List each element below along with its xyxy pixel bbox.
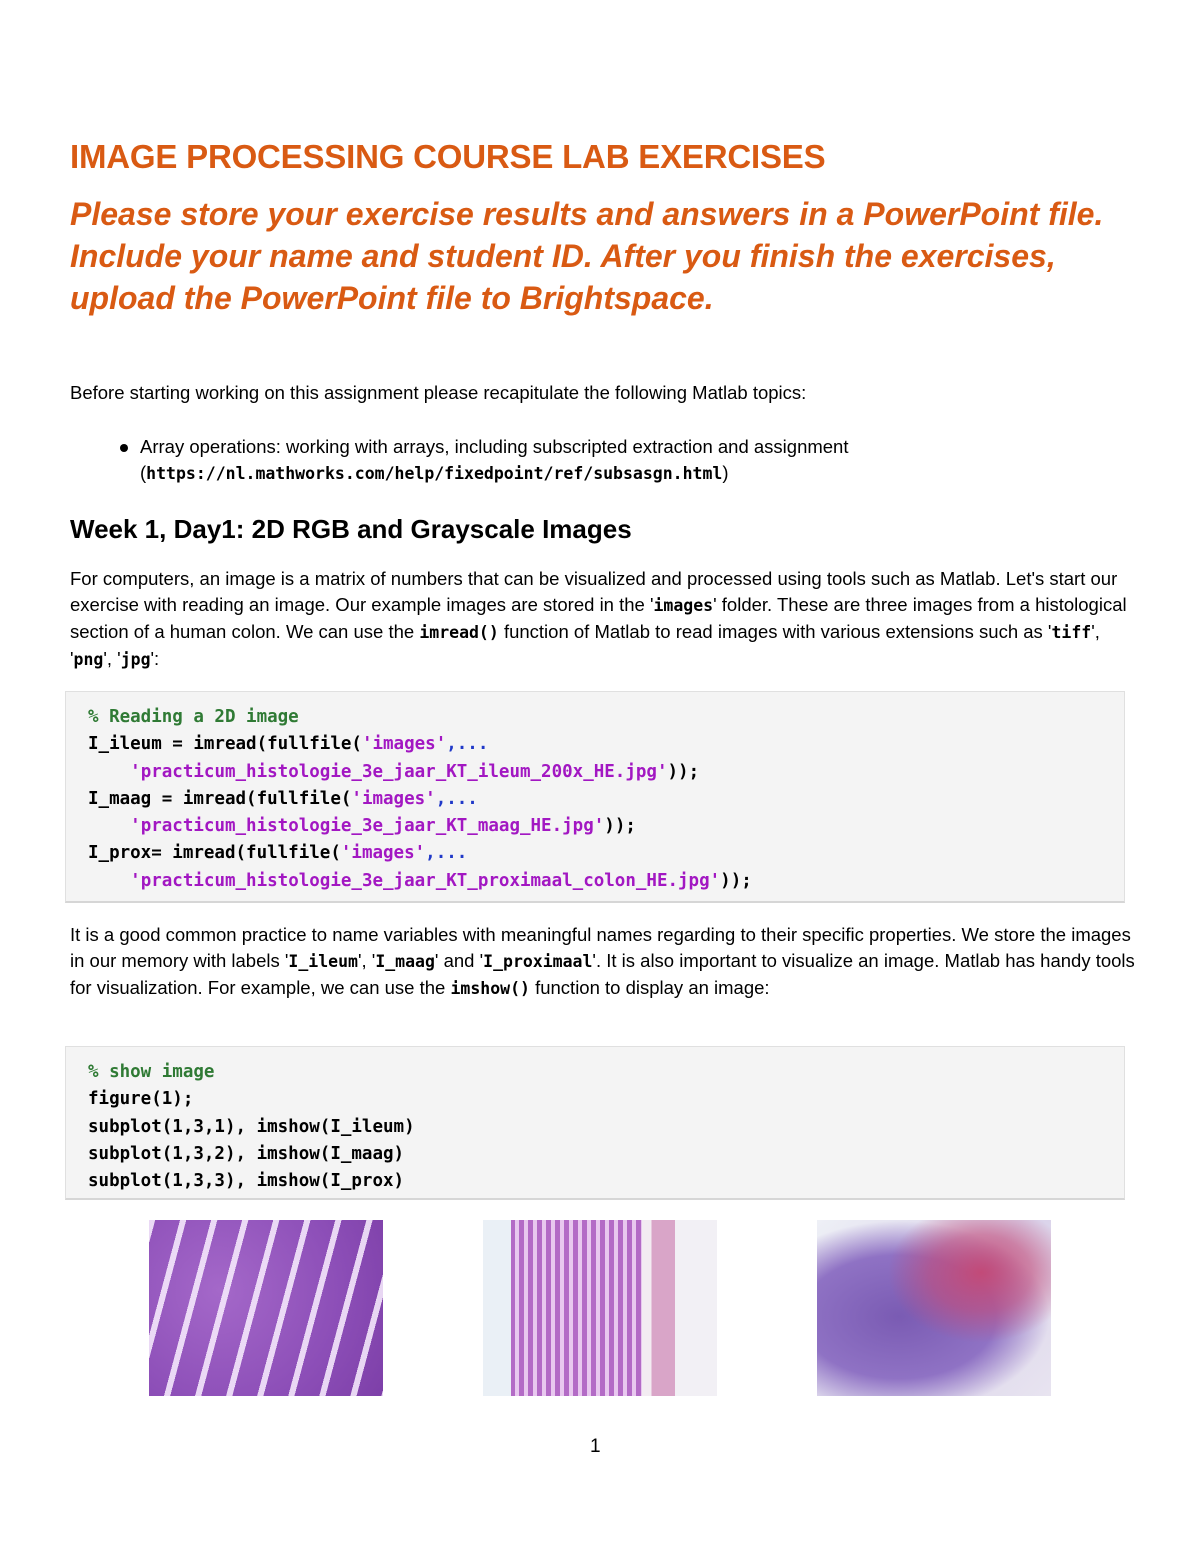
maag-histology-image	[483, 1220, 717, 1396]
code-continuation: ,...	[435, 788, 478, 809]
code-string: 'images'	[351, 788, 436, 809]
proximal-colon-histology-image	[817, 1220, 1051, 1396]
code-comment: % Reading a 2D image	[88, 707, 299, 727]
paragraph-text: ' folder. These are three images from a histological section of a human colon. We can use the	[70, 594, 1127, 642]
link-open-paren: (	[140, 462, 147, 483]
ileum-histology-image	[149, 1220, 383, 1396]
topics-list	[70, 434, 848, 487]
code-block-show-images	[65, 1046, 1125, 1200]
submission-instructions: Please store your exercise results and answers in a PowerPoint file. Include your name and student ID. After you finish the exercises, upload the PowerPoint file to Brightspace.	[70, 196, 1104, 316]
inline-code: jpg	[120, 650, 151, 669]
paragraph-text: ' and '	[434, 950, 484, 971]
code-text: I_prox= imread(fullfile(	[88, 843, 341, 864]
list-item	[70, 434, 848, 487]
code-text: I_ileum = imread(fullfile(	[88, 734, 362, 755]
code-text: ));	[667, 761, 700, 782]
paragraph-reading-images	[70, 566, 1142, 673]
bullet-icon	[120, 444, 128, 452]
paragraph-text: It is a good common practice to name variables with meaningful names regarding to their specific properties. We store the images in our memory with labels '	[70, 924, 1131, 971]
code-string: 'practicum_histologie_3e_jaar_KT_maag_HE.jpg'	[130, 816, 605, 837]
code-string: 'practicum_histologie_3e_jaar_KT_ileum_200x_HE.jpg'	[130, 761, 668, 782]
page-number: 1	[590, 1436, 601, 1457]
paragraph-text: For computers, an image is a matrix of numbers that can be visualized and processed using tools such as Matlab. Let's start our exercise with reading an image. Our example images are stored in the '	[70, 568, 1118, 615]
code-text: I_maag = imread(fullfile(	[88, 788, 352, 809]
code-string: 'images'	[361, 734, 447, 755]
code-text: ));	[604, 816, 636, 837]
paragraph-text: ', '	[70, 621, 1100, 669]
paragraph-text: '. It is also important to visualize an image. Matlab has handy tools for visualization. For example, we can use the	[70, 950, 1135, 998]
inline-code: I_proximaal	[483, 952, 593, 971]
code-string: 'images'	[340, 843, 426, 864]
intro-paragraph: Before starting working on this assignment please recapitulate the following Matlab topics:	[70, 382, 807, 403]
inline-code: png	[73, 650, 104, 669]
paragraph-text: function to display an image:	[529, 977, 770, 998]
inline-code: images	[653, 596, 714, 615]
code-continuation: ,...	[425, 843, 468, 864]
inline-code: I_ileum	[288, 952, 358, 971]
paragraph-visualize	[70, 922, 1142, 1002]
subsasgn-link[interactable]: https://nl.mathworks.com/help/fixedpoint/ref/subsasgn.html	[146, 464, 723, 483]
inline-code: I_maag	[375, 952, 435, 971]
document-title: IMAGE PROCESSING COURSE LAB EXERCISES	[70, 138, 826, 175]
code-text: ));	[720, 870, 752, 891]
link-close-paren: )	[722, 462, 729, 483]
code-block-read-images	[65, 691, 1125, 903]
topic-text: Array operations: working with arrays, including subscripted extraction and assignment	[140, 436, 849, 457]
inline-code: imread()	[419, 623, 499, 642]
paragraph-text: function of Matlab to read images with various extensions such as '	[498, 621, 1052, 642]
code-text: figure(1);	[88, 1089, 194, 1110]
paragraph-text: ':	[150, 648, 160, 669]
inline-code: tiff	[1051, 623, 1092, 642]
code-string: 'practicum_histologie_3e_jaar_KT_proximaal_colon_HE.jpg'	[130, 870, 721, 891]
code-text: subplot(1,3,3), imshow(I_prox)	[88, 1171, 405, 1192]
code-comment: % show image	[88, 1062, 215, 1082]
code-text: subplot(1,3,2), imshow(I_maag)	[88, 1143, 405, 1164]
code-continuation: ,...	[446, 734, 489, 755]
inline-code: imshow()	[450, 979, 530, 998]
paragraph-text: ', '	[103, 648, 121, 669]
section-heading: Week 1, Day1: 2D RGB and Grayscale Images	[70, 514, 632, 544]
paragraph-text: ', '	[357, 950, 376, 971]
code-text: subplot(1,3,1), imshow(I_ileum)	[88, 1116, 415, 1137]
